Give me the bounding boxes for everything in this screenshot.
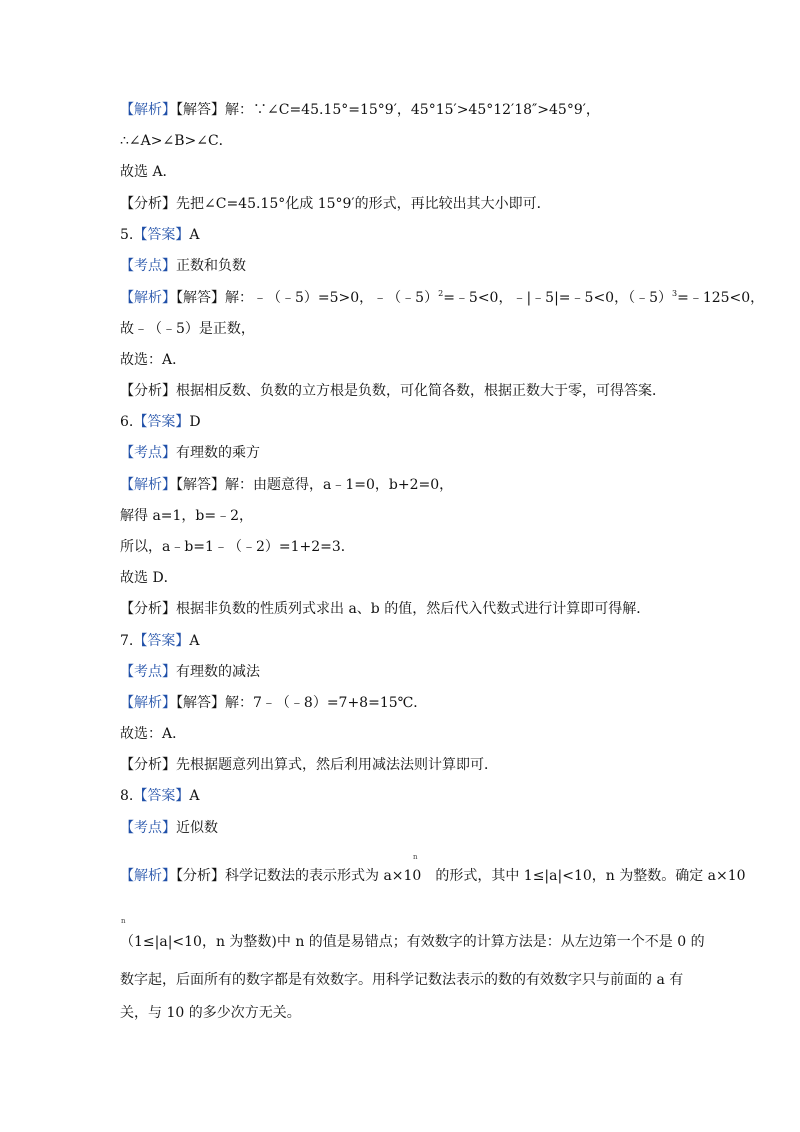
text: 的形式，其中 1≤|a|<10，n 为整数。确定 a×10 <box>435 868 746 884</box>
q5-answer <box>120 225 199 245</box>
q5-solution-2 <box>120 319 255 339</box>
q8-solution-1 <box>120 866 746 886</box>
line-analysis <box>120 194 551 214</box>
question-number: 7. <box>120 633 134 649</box>
q6-solution <box>120 475 453 495</box>
tag-jiexi: 【解析】 <box>120 102 176 118</box>
question-number: 8. <box>120 788 134 804</box>
point-value: 有理数的乘方 <box>176 445 260 461</box>
q7-solution <box>120 693 427 713</box>
answer-value: A <box>189 227 200 243</box>
tag-point: 【考点】 <box>120 664 176 680</box>
text: 数字起，后面所有的数字都是有效数字。用科学记数法表示的数的有效数字只与前面的 a 有 <box>120 972 684 988</box>
text: 【解答】解：﹣（﹣5）=5>0，﹣（﹣5） <box>176 290 439 306</box>
text: 【解答】解：由题意得，a﹣1=0，b+2=0， <box>176 477 454 493</box>
line-choice <box>120 162 177 182</box>
answer-value: A <box>189 633 200 649</box>
q6-solution-4 <box>120 568 178 588</box>
line-conclusion <box>120 131 233 151</box>
q8-answer <box>120 786 199 806</box>
text: （1≤|a|<10，n 为整数)中 n 的值是易错点；有效数字的计算方法是：从左边第一个不是 0 的 <box>120 934 705 950</box>
exponent-n: n <box>413 853 418 861</box>
exponent: 3 <box>672 289 678 298</box>
tag-jiexi: 【解析】 <box>120 477 176 493</box>
text: 【分析】根据相反数、负数的立方根是负数，可化简各数，根据正数大于零，可得答案． <box>120 383 666 399</box>
text: 故选 A． <box>120 164 177 180</box>
text: 故选：A． <box>120 352 187 368</box>
point-value: 有理数的减法 <box>176 664 260 680</box>
tag-answer: 【答案】 <box>133 414 190 430</box>
tag-point: 【考点】 <box>120 445 176 461</box>
text: =﹣125<0， <box>677 290 765 306</box>
q6-analysis <box>120 599 650 619</box>
text: 【解答】解：7﹣（﹣8）=7+8=15℃． <box>176 695 428 711</box>
line-solution-4 <box>120 100 600 120</box>
q7-solution-2 <box>120 724 186 744</box>
q7-point <box>120 662 260 682</box>
text: 【分析】根据非负数的性质列式求出 a、b 的值，然后代入代数式进行计算即可得解． <box>120 601 651 617</box>
q6-solution-2 <box>120 506 253 526</box>
exponent-n: n <box>121 917 126 925</box>
text: 【分析】先根据题意列出算式，然后利用减法法则计算即可． <box>120 757 498 773</box>
q6-point <box>120 443 260 463</box>
text: 【分析】科学记数法的表示形式为 a×10 <box>176 868 422 884</box>
text: 解得 a=1，b=﹣2， <box>120 508 254 524</box>
tag-point: 【考点】 <box>120 258 176 274</box>
text: 关，与 10 的多少次方无关。 <box>120 1005 301 1021</box>
point-value: 近似数 <box>176 820 218 836</box>
text: 所以，a﹣b=1﹣（﹣2）=1+2=3． <box>120 539 355 555</box>
text: ∴∠A>∠B>∠C． <box>120 133 233 149</box>
q8-solution-4 <box>120 1003 301 1023</box>
q8-point <box>120 818 218 838</box>
text: 故选 D． <box>120 570 178 586</box>
question-number: 6. <box>120 414 134 430</box>
tag-jiexi: 【解析】 <box>120 290 176 306</box>
answer-value: D <box>189 414 201 430</box>
exponent: 2 <box>438 289 444 298</box>
tag-point: 【考点】 <box>120 820 176 836</box>
q5-analysis <box>120 381 666 401</box>
text: 【分析】先把∠C=45.15°化成 15°9′的形式，再比较出其大小即可． <box>120 196 551 212</box>
tag-jiexi: 【解析】 <box>120 695 176 711</box>
answer-value: A <box>189 788 200 804</box>
tag-jiexi: 【解析】 <box>120 868 176 884</box>
text: =﹣5<0，﹣|﹣5|=﹣5<0，（﹣5） <box>443 290 672 306</box>
q8-solution-2 <box>120 932 705 952</box>
q6-solution-3 <box>120 537 355 557</box>
tag-answer: 【答案】 <box>133 788 190 804</box>
question-number: 5. <box>120 227 134 243</box>
text: 【解答】解：∵∠C=45.15°=15°9′，45°15′>45°12′18″>45°9′， <box>176 102 600 118</box>
q7-answer <box>120 631 199 651</box>
q5-solution <box>120 288 764 308</box>
q5-solution-3 <box>120 350 186 370</box>
q6-answer <box>120 412 201 432</box>
q7-analysis <box>120 755 498 775</box>
point-value: 正数和负数 <box>176 258 246 274</box>
tag-answer: 【答案】 <box>133 227 190 243</box>
text: 故﹣（﹣5）是正数， <box>120 321 255 337</box>
tag-answer: 【答案】 <box>133 633 190 649</box>
q5-point <box>120 256 246 276</box>
text: 故选：A． <box>120 726 187 742</box>
q8-solution-3 <box>120 970 683 990</box>
